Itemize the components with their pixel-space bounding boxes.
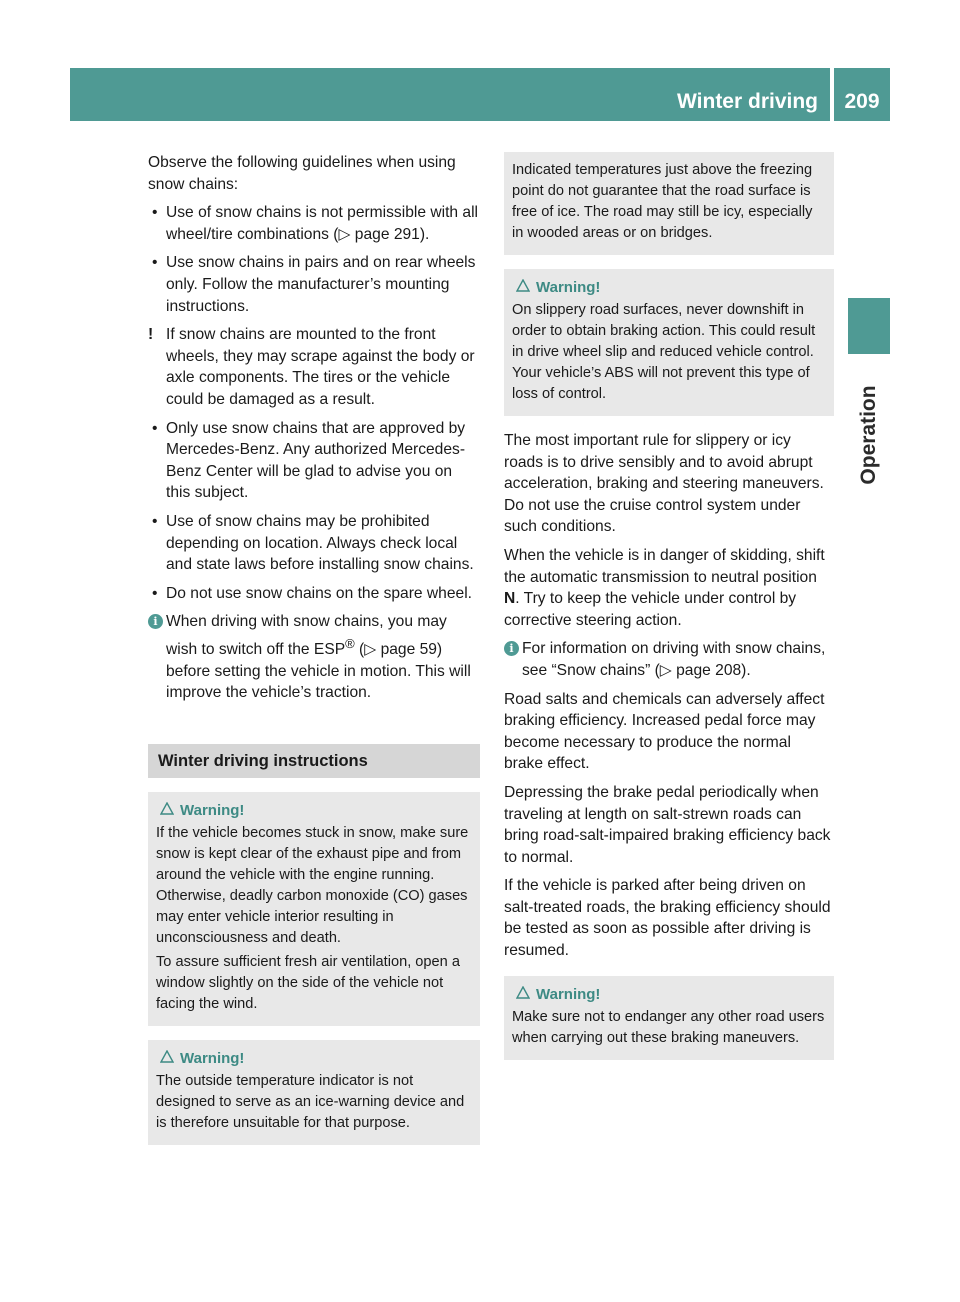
warning-text: Indicated temperatures just above the freezing point do not guarantee that the road surface is free of ice. The road may still be icy, especially in wooded areas or on bridges.: [512, 162, 813, 241]
list-item: • Use of snow chains is not permissible with all wheel/tire combinations (▷ page 291).: [148, 202, 480, 245]
body-paragraph: If the vehicle is parked after being driven on salt-treated roads, the braking efficiency should be tested as soon as possible after driving is resumed.: [504, 877, 831, 960]
body-paragraph: Road salts and chemicals can adversely affect braking efficiency. Increased pedal force may become necessary to produce the normal brake effect.: [504, 690, 825, 773]
warning-text: On slippery road surfaces, never downshift in order to obtain braking action. This could result in drive wheel slip and reduced vehicle control. Your vehicle’s ABS will not prevent this type of loss of control.: [512, 302, 816, 402]
section-title: Winter driving instructions: [148, 744, 480, 778]
warning-triangle-icon: [516, 279, 530, 292]
intro-paragraph: Observe the following guidelines when using snow chains:: [148, 154, 456, 193]
body-paragraph: Depressing the brake pedal periodically when traveling at length on salt-strewn roads can bring road-salt-impaired braking efficiency back to normal.: [504, 783, 831, 866]
caution-text: If snow chains are mounted to the front wheels, they may scrape against the body or axle components. The tires or the vehicle could be damaged as a result.: [166, 326, 475, 408]
warning-heading: Warning!: [512, 277, 826, 298]
warning-heading: Warning!: [156, 800, 472, 821]
info-note: [148, 611, 480, 704]
list-item: • Use snow chains in pairs and on rear wheels only. Follow the manufacturer’s mounting instructions.: [148, 252, 480, 317]
list-item: • Do not use snow chains on the spare wheel.: [148, 583, 480, 605]
warning-triangle-icon: [160, 802, 174, 815]
warning-text: The outside temperature indicator is not designed to serve as an ice-warning device and is therefore unsuitable for that purpose.: [156, 1072, 465, 1131]
info-note: [504, 638, 834, 681]
warning-heading: Warning!: [156, 1048, 472, 1069]
warning-box: [504, 269, 834, 416]
list-item: • Only use snow chains that are approved by Mercedes-Benz. Any authorized Mercedes-Benz Center will be glad to advise you on this subject.: [148, 418, 480, 504]
warning-box-continued: [504, 152, 834, 255]
warning-text: To assure sufficient fresh air ventilation, open a window slightly on the side of the vehicle not facing the wind.: [156, 953, 460, 1012]
side-tab-label: Operation: [857, 385, 880, 485]
warning-heading: Warning!: [512, 984, 826, 1005]
caution-note: [148, 324, 480, 410]
warning-text: Make sure not to endanger any other road users when carrying out these braking maneuvers.: [512, 1008, 825, 1046]
caution-mark: !: [148, 326, 154, 344]
body-paragraph: When the vehicle is in danger of skidding, shift the automatic transmission to neutral position N. Try to keep the vehicle under control by corrective steering action.: [504, 546, 825, 629]
info-text-after: (▷ page 59) before setting the vehicle in motion. This will improve the vehicle’s traction.: [166, 641, 471, 702]
registered-mark: ®: [345, 635, 355, 651]
page-title: Winter driving: [677, 90, 818, 113]
info-text: For information on driving with snow chains, see “Snow chains” (▷ page 208).: [522, 640, 826, 679]
warning-text: If the vehicle becomes stuck in snow, make sure snow is kept clear of the exhaust pipe and from around the vehicle with the engine running. Otherwise, deadly carbon monoxide (CO) gases may enter vehicle interior resulting in unconsciousness and death.: [156, 824, 469, 946]
right-column: [504, 152, 834, 1074]
warning-box: [148, 1040, 480, 1145]
side-tab-marker: [848, 298, 890, 354]
info-icon: i: [148, 614, 163, 629]
warning-triangle-icon: [516, 986, 530, 999]
warning-box: [504, 976, 834, 1060]
body-paragraph: The most important rule for slippery or icy roads is to drive sensibly and to avoid abrupt acceleration, braking and steering maneuvers. Do not use the cruise control system under such conditions.: [504, 432, 824, 536]
warning-triangle-icon: [160, 1050, 174, 1063]
info-text-before: When driving with snow chains, you may wish to switch off the ESP: [166, 613, 447, 659]
warning-box: [148, 792, 480, 1026]
left-column: [148, 152, 480, 1159]
list-item: • Use of snow chains may be prohibited depending on location. Always check local and state laws before installing snow chains.: [148, 511, 480, 576]
info-icon: i: [504, 641, 519, 656]
page-number: 209: [834, 68, 890, 121]
